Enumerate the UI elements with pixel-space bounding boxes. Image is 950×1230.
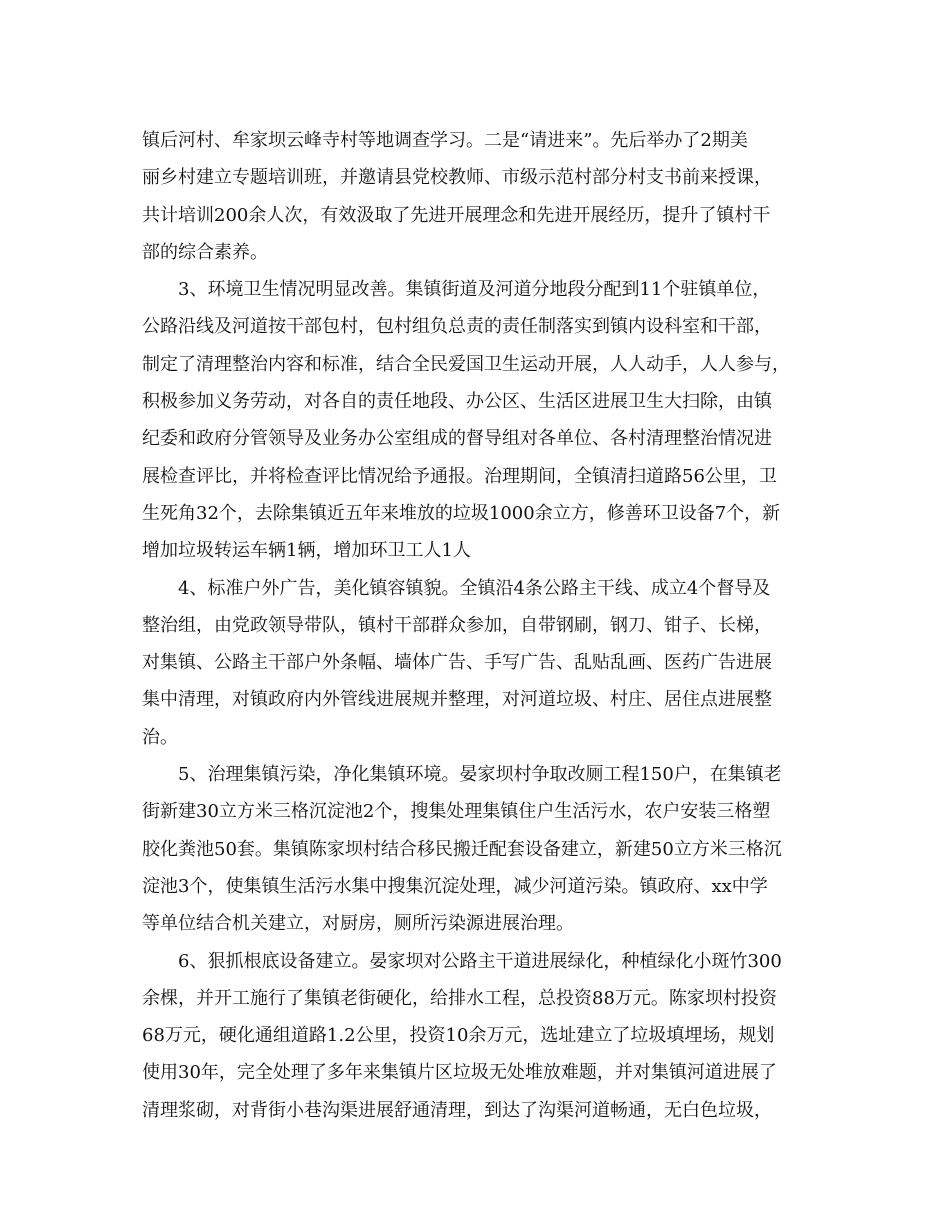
document-body <box>142 122 812 1129</box>
text-line: 制定了清理整治内容和标准，结合全民爱国卫生运动开展，人人动手，人人参与， <box>142 353 790 375</box>
paragraph-5-start: 5、治理集镇污染，净化集镇环境。晏家坝村争取改厕工程150户，在集镇老 <box>178 764 782 786</box>
text-line: 胶化粪池50套。集镇陈家坝村结合移民搬迁配套设备建立，新建50立方米三格沉 <box>142 838 782 860</box>
text-line: 余棵，并开工施行了集镇老街硬化，给排水工程，总投资88万元。陈家坝村投资 <box>142 987 777 1009</box>
text-line: 积极参加义务劳动，对各自的责任地段、办公区、生活区进展卫生大扫除，由镇 <box>142 391 772 413</box>
text-line: 共计培训200余人次，有效汲取了先进开展理念和先进开展经历，提升了镇村干 <box>142 204 771 226</box>
text-line: 集中清理，对镇政府内外管线进展规并整理，对河道垃圾、村庄、居住点进展整 <box>142 689 772 711</box>
paragraph-3-start: 3、环境卫生情况明显改善。集镇街道及河道分地段分配到11个驻镇单位， <box>178 279 771 301</box>
text-line: 等单位结合机关建立，对厨房，厕所污染源进展治理。 <box>142 913 574 935</box>
text-line: 增加垃圾转运车辆1辆，增加环卫工人1人 <box>142 540 471 562</box>
text-line: 使用30年，完全处理了多年来集镇片区垃圾无处堆放难题，并对集镇河道进展了 <box>142 1062 777 1084</box>
text-line: 68万元，硬化通组道路1.2公里，投资10余万元，选址建立了垃圾填埋场，规划 <box>142 1025 775 1047</box>
paragraph-6-start: 6、狠抓根底设备建立。晏家坝对公路主干道进展绿化，种植绿化小斑竹300 <box>178 950 782 972</box>
text-line: 治。 <box>142 726 178 748</box>
text-line: 对集镇、公路主干部户外条幅、墙体广告、手写广告、乱贴乱画、医药广告进展 <box>142 652 772 674</box>
text-line: 部的综合素养。 <box>142 241 268 263</box>
text-line: 街新建30立方米三格沉淀池2个，搜集处理集镇住户生活污水，农户安装三格塑 <box>142 801 771 823</box>
text-line: 镇后河村、牟家坝云峰寺村等地调查学习。二是“请进来”。先后举办了2期美 <box>142 130 748 151</box>
paragraph-4-start: 4、标准户外广告，美化镇容镇貌。全镇沿4条公路主干线、成立4个督导及 <box>178 577 771 599</box>
text-line: 生死角32个，去除集镇近五年来堆放的垃圾1000余立方，修善环卫设备7个，新 <box>142 502 781 524</box>
text-line: 清理浆砌，对背街小巷沟渠进展舒通清理，到达了沟渠河道畅通，无白色垃圾， <box>142 1099 772 1121</box>
text-line: 展检查评比，并将检查评比情况给予通报。治理期间，全镇清扫道路56公里，卫 <box>142 465 777 487</box>
text-line: 淀池3个，使集镇生活污水集中搜集沉淀处理，减少河道污染。镇政府、xx中学 <box>142 875 768 897</box>
text-line: 整治组，由党政领导带队，镇村干部群众参加，自带钢刷，钢刀、钳子、长梯， <box>142 614 772 636</box>
text-line: 纪委和政府分管领导及业务办公室组成的督导组对各单位、各村清理整治情况进 <box>142 428 772 450</box>
text-line: 丽乡村建立专题培训班，并邀请县党校教师、市级示范村部分村支书前来授课， <box>142 167 772 189</box>
text-line: 公路沿线及河道按干部包村，包村组负总责的责任制落实到镇内设科室和干部， <box>142 316 772 338</box>
